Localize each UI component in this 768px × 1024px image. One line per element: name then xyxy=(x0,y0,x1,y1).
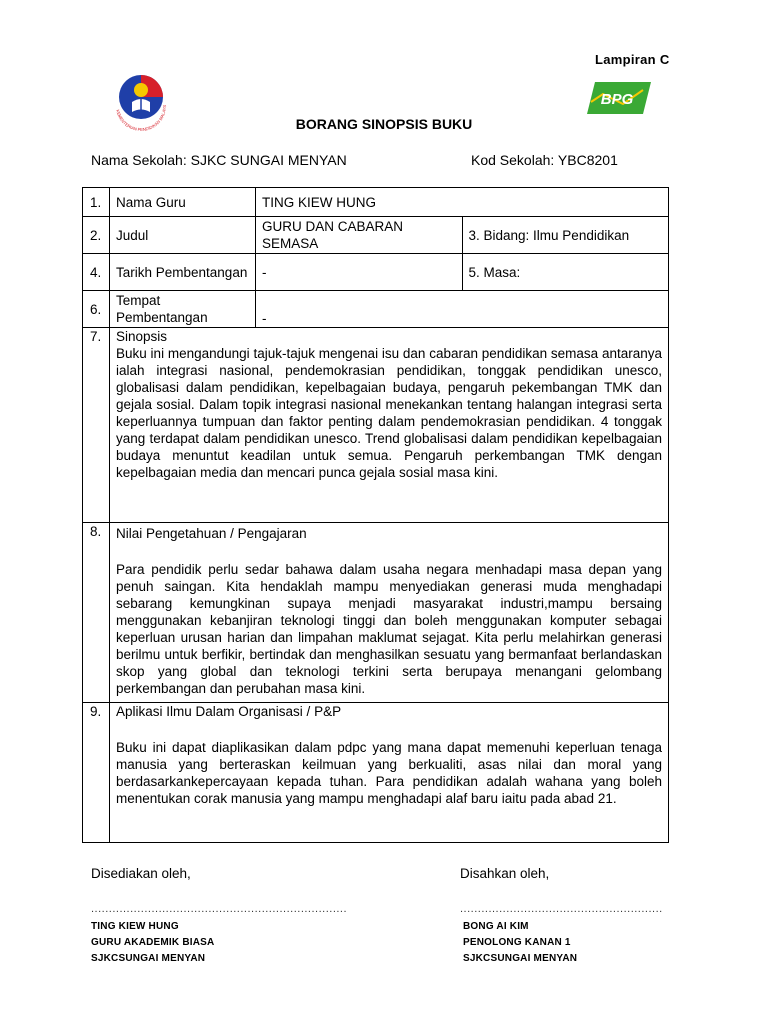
row-number: 6. xyxy=(83,291,110,328)
field-label: Tempat Pembentangan xyxy=(110,291,256,328)
row-place xyxy=(83,291,669,328)
preparer-block xyxy=(91,919,214,967)
approved-by-heading: Disahkan oleh, xyxy=(460,866,550,881)
application-heading: Aplikasi Ilmu Dalam Organisasi / P&P xyxy=(116,704,342,719)
approved-signature-line: ......................................................... xyxy=(460,903,663,915)
row-number: 8. xyxy=(83,523,110,703)
row-number: 2. xyxy=(83,217,110,254)
application-text: Buku ini dapat diaplikasikan dalam pdpc yang mana dapat memenuhi keperluan tenaga manusia yang berteraskan keilmuan yang berkualiti, asas nilai dan moral yang berdasarkankepercayaan kepada tuhan. Para pendidikan adalah wahana yang boleh menentukan corak manusia yang mampu menghadapi alaf baru iaitu pada abad 21. xyxy=(116,740,662,806)
approver-position: PENOLONG KANAN 1 xyxy=(463,937,571,948)
field-time: 5. Masa: xyxy=(462,254,669,291)
synopsis-form-table xyxy=(82,187,669,843)
preparer-position: GURU AKADEMIK BIASA xyxy=(91,937,215,948)
application-cell xyxy=(110,703,669,843)
title-value: GURU DAN CABARAN SEMASA xyxy=(256,217,463,254)
approver-block xyxy=(463,919,577,967)
row-values xyxy=(83,523,669,703)
prepared-by-heading: Disediakan oleh, xyxy=(91,866,191,881)
approver-name: BONG AI KIM xyxy=(463,921,529,932)
field-area: 3. Bidang: Ilmu Pendidikan xyxy=(462,217,669,254)
bpg-logo-text: BPG xyxy=(600,91,634,108)
teacher-name-value: TING KIEW HUNG xyxy=(256,188,669,217)
values-cell xyxy=(110,523,669,703)
row-application xyxy=(83,703,669,843)
row-teacher-name xyxy=(83,188,669,217)
preparer-school: SJKCSUNGAI MENYAN xyxy=(91,953,206,964)
synopsis-heading: Sinopsis xyxy=(116,329,168,344)
synopsis-text: Buku ini mengandungi tajuk-tajuk mengenai isu dan cabaran pendidikan semasa antaranya ialah integrasi nasional, pendemokrasian pendidikan, tonggak pendidikan unesco, globalisasi dalam pendidikan, kepelbagaian budaya, pengaruh pekembangan TMK dan gejala sosial. Dalam topik integrasi nasional menekankan tentang halangan integrasi serta keperluannya tumpuan dan faktor penting dalam pendemokrasian pendidikan. 4 tonggak yang terdapat dalam pendidikan unesco. Trend globalisasi dalam pendidikan kepelbagaian budaya menuntut keadilan untuk semua. Pengaruh perkembangan TMK dengan kepelbagaian media dan mencari punca gejala sosial masa kini. xyxy=(116,346,662,480)
field-label: Nama Guru xyxy=(110,188,256,217)
row-date xyxy=(83,254,669,291)
prepared-signature-line: ........................................................................ xyxy=(91,903,348,915)
place-value: - xyxy=(256,291,669,328)
ministry-logo-text: KEMENTERIAN PENDIDIKAN MALAYS xyxy=(115,104,168,132)
school-code: Kod Sekolah: YBC8201 xyxy=(471,152,618,168)
row-number: 9. xyxy=(83,703,110,843)
row-number: 7. xyxy=(83,328,110,523)
field-label: Tarikh Pembentangan xyxy=(110,254,256,291)
approver-school: SJKCSUNGAI MENYAN xyxy=(463,953,578,964)
values-text: Para pendidik perlu sedar bahawa dalam usaha negara menhadapi masa depan yang penuh saingan. Kita hendaklah mampu menyediakan generasi muda menghadapi sebarang kemungkinan supaya menjadi masyarakat industri,mampu bersaing menggunakan kebanjiran teknologi tinggi dan boleh menggunakan komputer sebagai keperluan urusan harian dan limpahan maklumat sejagat. Kita perlu melahirkan generasi berilmu untuk berfikir, bertindak dan menghasilkan sesuatu yang bermanfaat berlandaskan skop yang global dan teknologi terkini serta berupaya menangani gelombang perkembangan dan perubahan masa kini. xyxy=(116,562,662,696)
row-title xyxy=(83,217,669,254)
bpg-logo xyxy=(583,80,653,116)
preparer-name: TING KIEW HUNG xyxy=(91,921,179,932)
date-value: - xyxy=(256,254,463,291)
synopsis-cell xyxy=(110,328,669,523)
values-heading: Nilai Pengetahuan / Pengajaran xyxy=(116,526,307,541)
field-label: Judul xyxy=(110,217,256,254)
row-synopsis xyxy=(83,328,669,523)
row-number: 1. xyxy=(83,188,110,217)
school-name: Nama Sekolah: SJKC SUNGAI MENYAN xyxy=(91,152,347,168)
page-title: BORANG SINOPSIS BUKU xyxy=(295,116,473,132)
row-number: 4. xyxy=(83,254,110,291)
appendix-label: Lampiran C xyxy=(595,52,670,67)
